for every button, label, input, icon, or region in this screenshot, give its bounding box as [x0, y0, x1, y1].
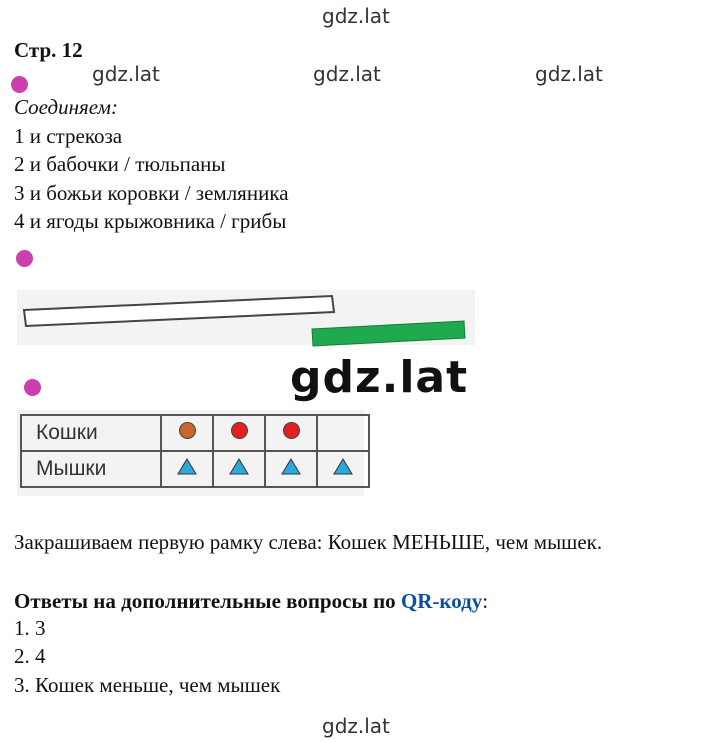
blue-triangle-icon — [229, 458, 249, 475]
watermark: gdz.lat — [535, 62, 603, 86]
row-label: Мышки — [21, 451, 161, 487]
table-cell — [161, 415, 213, 451]
blue-triangle-icon — [333, 458, 353, 475]
table-cell — [265, 415, 317, 451]
watermark: gdz.lat — [322, 714, 390, 738]
row-label: Кошки — [21, 415, 161, 451]
bullet-dot — [11, 76, 28, 93]
red-circle-icon — [283, 422, 300, 439]
brown-circle-icon — [179, 422, 196, 439]
bullet-dot — [16, 250, 33, 267]
bars-figure — [0, 285, 480, 355]
extra-answer: 2. 4 — [14, 644, 46, 668]
heading-colon: : — [482, 589, 489, 613]
match-line: 1 и стрекоза — [14, 124, 123, 148]
cats-mice-table — [20, 414, 370, 488]
watermark: gdz.lat — [322, 4, 390, 28]
table-cell — [161, 451, 213, 487]
table-cell — [265, 451, 317, 487]
table-row — [21, 451, 369, 487]
page-title: Стр. 12 — [14, 38, 83, 62]
match-line: 4 и ягоды крыжовника / грибы — [14, 209, 287, 233]
extra-answer: 1. 3 — [14, 616, 46, 640]
table-row — [21, 415, 369, 451]
extra-heading-text: Ответы на дополнительные вопросы по — [14, 589, 401, 613]
table-cell — [213, 415, 265, 451]
table-cell — [213, 451, 265, 487]
watermark: gdz.lat — [313, 62, 381, 86]
table-cell — [317, 451, 369, 487]
bullet-dot — [24, 379, 41, 396]
extra-heading — [14, 587, 488, 615]
watermark-large: gdz.lat — [290, 352, 469, 403]
extra-answer: 3. Кошек меньше, чем мышек — [14, 673, 281, 697]
watermark: gdz.lat — [92, 62, 160, 86]
blue-triangle-icon — [177, 458, 197, 475]
match-line: 2 и бабочки / тюльпаны — [14, 152, 226, 176]
answer-text: Закрашиваем первую рамку слева: Кошек МЕНЬШЕ, чем мышек. — [14, 530, 603, 554]
red-circle-icon — [231, 422, 248, 439]
section-intro: Соединяем: — [14, 95, 118, 119]
qr-link[interactable]: QR-коду — [400, 589, 483, 613]
match-line: 3 и божьи коровки / земляника — [14, 181, 289, 205]
blue-triangle-icon — [281, 458, 301, 475]
table-cell-empty — [317, 415, 369, 451]
